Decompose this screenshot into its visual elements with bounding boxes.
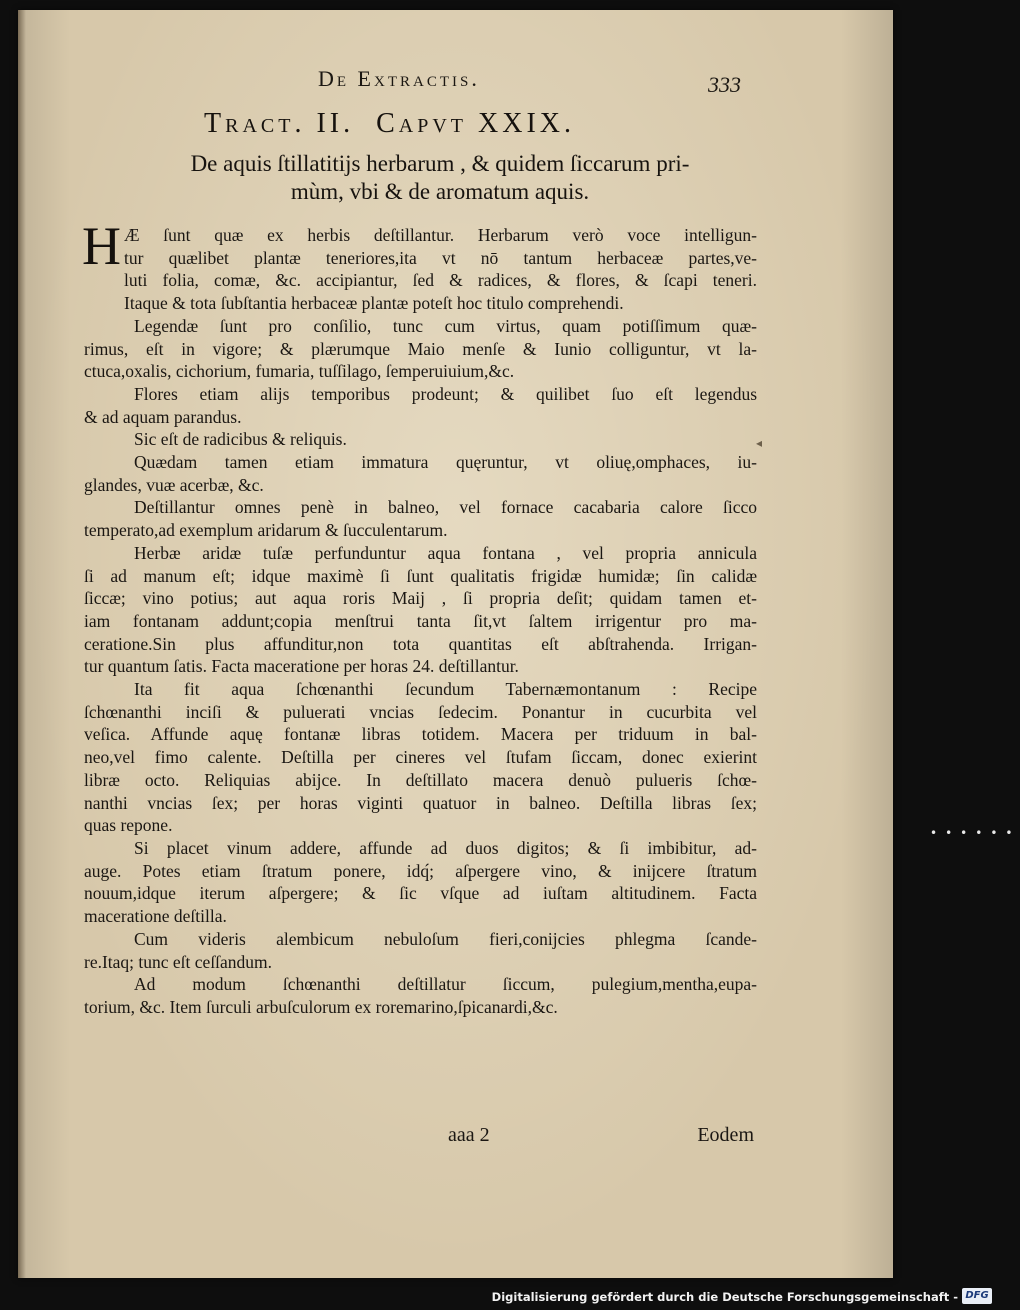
subtitle-line: mùm, vbi & de aromatum aquis. — [290, 179, 590, 204]
margin-mark: ◂ — [756, 436, 763, 450]
text-line: ctuca,oxalis, cichorium, fumaria, tuſſilago, ſemperuiuium,&c. — [84, 361, 515, 382]
text-line: rimus, eſt in vigore; & plærumque Maio menſe & Iunio colliguntur, vt la- — [84, 338, 757, 359]
text-line: glandes, vuæ acerbæ, &c. — [84, 474, 264, 495]
paragraph — [84, 837, 757, 928]
text-line: veſica. Affunde aquę fontanæ libras totidem. Macera per triduum in bal- — [84, 724, 757, 745]
text-line: ſi ad manum eſt; idque maximè ſi ſunt qualitatis frigidæ humidæ; ſin calidæ — [84, 565, 757, 586]
paragraph — [84, 451, 757, 496]
text-line: Æ ſunt quæ ex herbis deſtillantur. Herbarum verò voce intelligun- — [124, 225, 757, 245]
text-line: Legendæ ſunt pro conſilio, tunc cum virtus, quam potiſſimum quæ- — [134, 315, 757, 336]
paragraph — [84, 383, 757, 428]
dfg-logo: DFG — [962, 1288, 992, 1304]
chapter-heading — [204, 108, 644, 140]
digitization-footer — [0, 1284, 1000, 1310]
text-line: libræ octo. Reliquias abijce. In deſtillato macera denuò pulueris ſchœ- — [84, 769, 757, 790]
text-line: Cum videris alembicum nebuloſum fieri,conijcies phlegma ſcande- — [134, 928, 757, 949]
page-foot-line — [84, 1124, 754, 1154]
catchword: Eodem — [697, 1124, 754, 1146]
paragraph — [84, 496, 757, 541]
text-line: Sic eſt de radicibus & reliquis. — [134, 429, 347, 450]
text-line: luti folia, comæ, &c. accipiantur, ſed & radices, & flores, & ſcapi teneri. — [124, 270, 757, 291]
text-line: quas repone. — [84, 815, 173, 836]
text-line: tur quælibet plantæ teneriores,ita vt nō tantum herbaceæ partes,ve- — [124, 247, 757, 268]
tract-label: Tract. II. — [204, 108, 355, 139]
text-line: ceratione.Sin plus affunditur,non tota quantitas eſt abſtrahenda. Irrigan- — [84, 633, 757, 654]
page-number: 333 — [708, 72, 741, 97]
text-line: re.Itaq; tunc eſt ceſſandum. — [84, 951, 273, 972]
body-text — [82, 216, 757, 1019]
scan-marker-dots: •••••• — [930, 826, 1020, 840]
text-line: temperato,ad exemplum aridarum & ſucculentarum. — [84, 520, 448, 541]
text-line: nouum,idque iterum aſpergere; & ſic vſque ad iuſtam altitudinem. Facta — [84, 883, 757, 904]
text-line: Ita fit aqua ſchœnanthi ſecundum Tabernæmontanum : Recipe — [134, 679, 757, 700]
text-line: nanthi vncias ſex; per horas viginti quatuor in balneo. Deſtilla libras ſex; — [84, 792, 757, 813]
text-line: Quædam tamen etiam immatura quęruntur, vt oliuę,omphaces, iu- — [134, 452, 757, 473]
text-line: maceratione deſtilla. — [84, 906, 227, 927]
paragraph — [84, 315, 757, 383]
text-line: tur quantum ſatis. Facta maceratione per horas 24. deſtillantur. — [84, 656, 519, 677]
paragraph — [82, 216, 757, 315]
text-line: ſchœnanthi inciſi & puluerati vncias ſedecim. Ponantur in cucurbita vel — [84, 701, 757, 722]
paragraph — [84, 928, 757, 973]
text-line: Deſtillantur omnes penè in balneo, vel fornace cacabaria calore ſicco — [134, 497, 757, 518]
text-line: Herbæ aridæ tuſæ perfunduntur aqua fontana , vel propria annicula — [134, 542, 757, 563]
caput-label: Capvt XXIX. — [376, 108, 575, 139]
text-line: ſiccæ; vino potius; aut aqua roris Maij , ſi propria deſit; quidam tamen et- — [84, 588, 757, 609]
text-line: Itaque & tota ſubſtantia herbaceæ plantæ poteſt hoc titulo comprehendi. — [124, 293, 624, 314]
signature-mark: aaa 2 — [448, 1124, 490, 1146]
subtitle-line: De aquis ſtillatitijs herbarum , & quidem ſiccarum pri- — [190, 151, 690, 176]
chapter-subtitle — [110, 150, 770, 206]
text-line: auge. Potes etiam ſtratum ponere, idq́; aſpergere vino, & inijcere ſtratum — [84, 860, 757, 881]
funding-notice: Digitalisierung gefördert durch die Deutsche Forschungsgemeinschaft - — [491, 1290, 958, 1304]
text-line: iam fontanam addunt;copia menſtrui tanta ſit,vt ſaltem irrigentur pro ma- — [84, 610, 757, 631]
text-line: torium, &c. Item ſurculi arbuſculorum ex roremarino,ſpicanardi,&c. — [84, 996, 558, 1017]
running-head: De Extractis. — [318, 66, 480, 91]
paragraph — [84, 973, 757, 1018]
text-line: Ad modum ſchœnanthi deſtillatur ſiccum, pulegium,mentha,eupa- — [134, 974, 757, 995]
paragraph — [84, 542, 757, 678]
text-line: neo,vel fimo calente. Deſtilla per cineres vel ſtufam ſiccam, donec exierint — [84, 747, 757, 768]
text-line: Si placet vinum addere, affunde ad duos digitos; & ſi imbibitur, ad- — [134, 837, 757, 858]
paragraph — [84, 428, 757, 451]
page-spine-shadow — [18, 10, 26, 1278]
text-line: Flores etiam alijs temporibus prodeunt; & quilibet ſuo eſt legendus — [134, 383, 757, 404]
paragraph — [84, 678, 757, 837]
text-line: & ad aquam parandus. — [84, 406, 242, 427]
book-page — [18, 10, 893, 1278]
drop-cap: H — [82, 216, 121, 276]
